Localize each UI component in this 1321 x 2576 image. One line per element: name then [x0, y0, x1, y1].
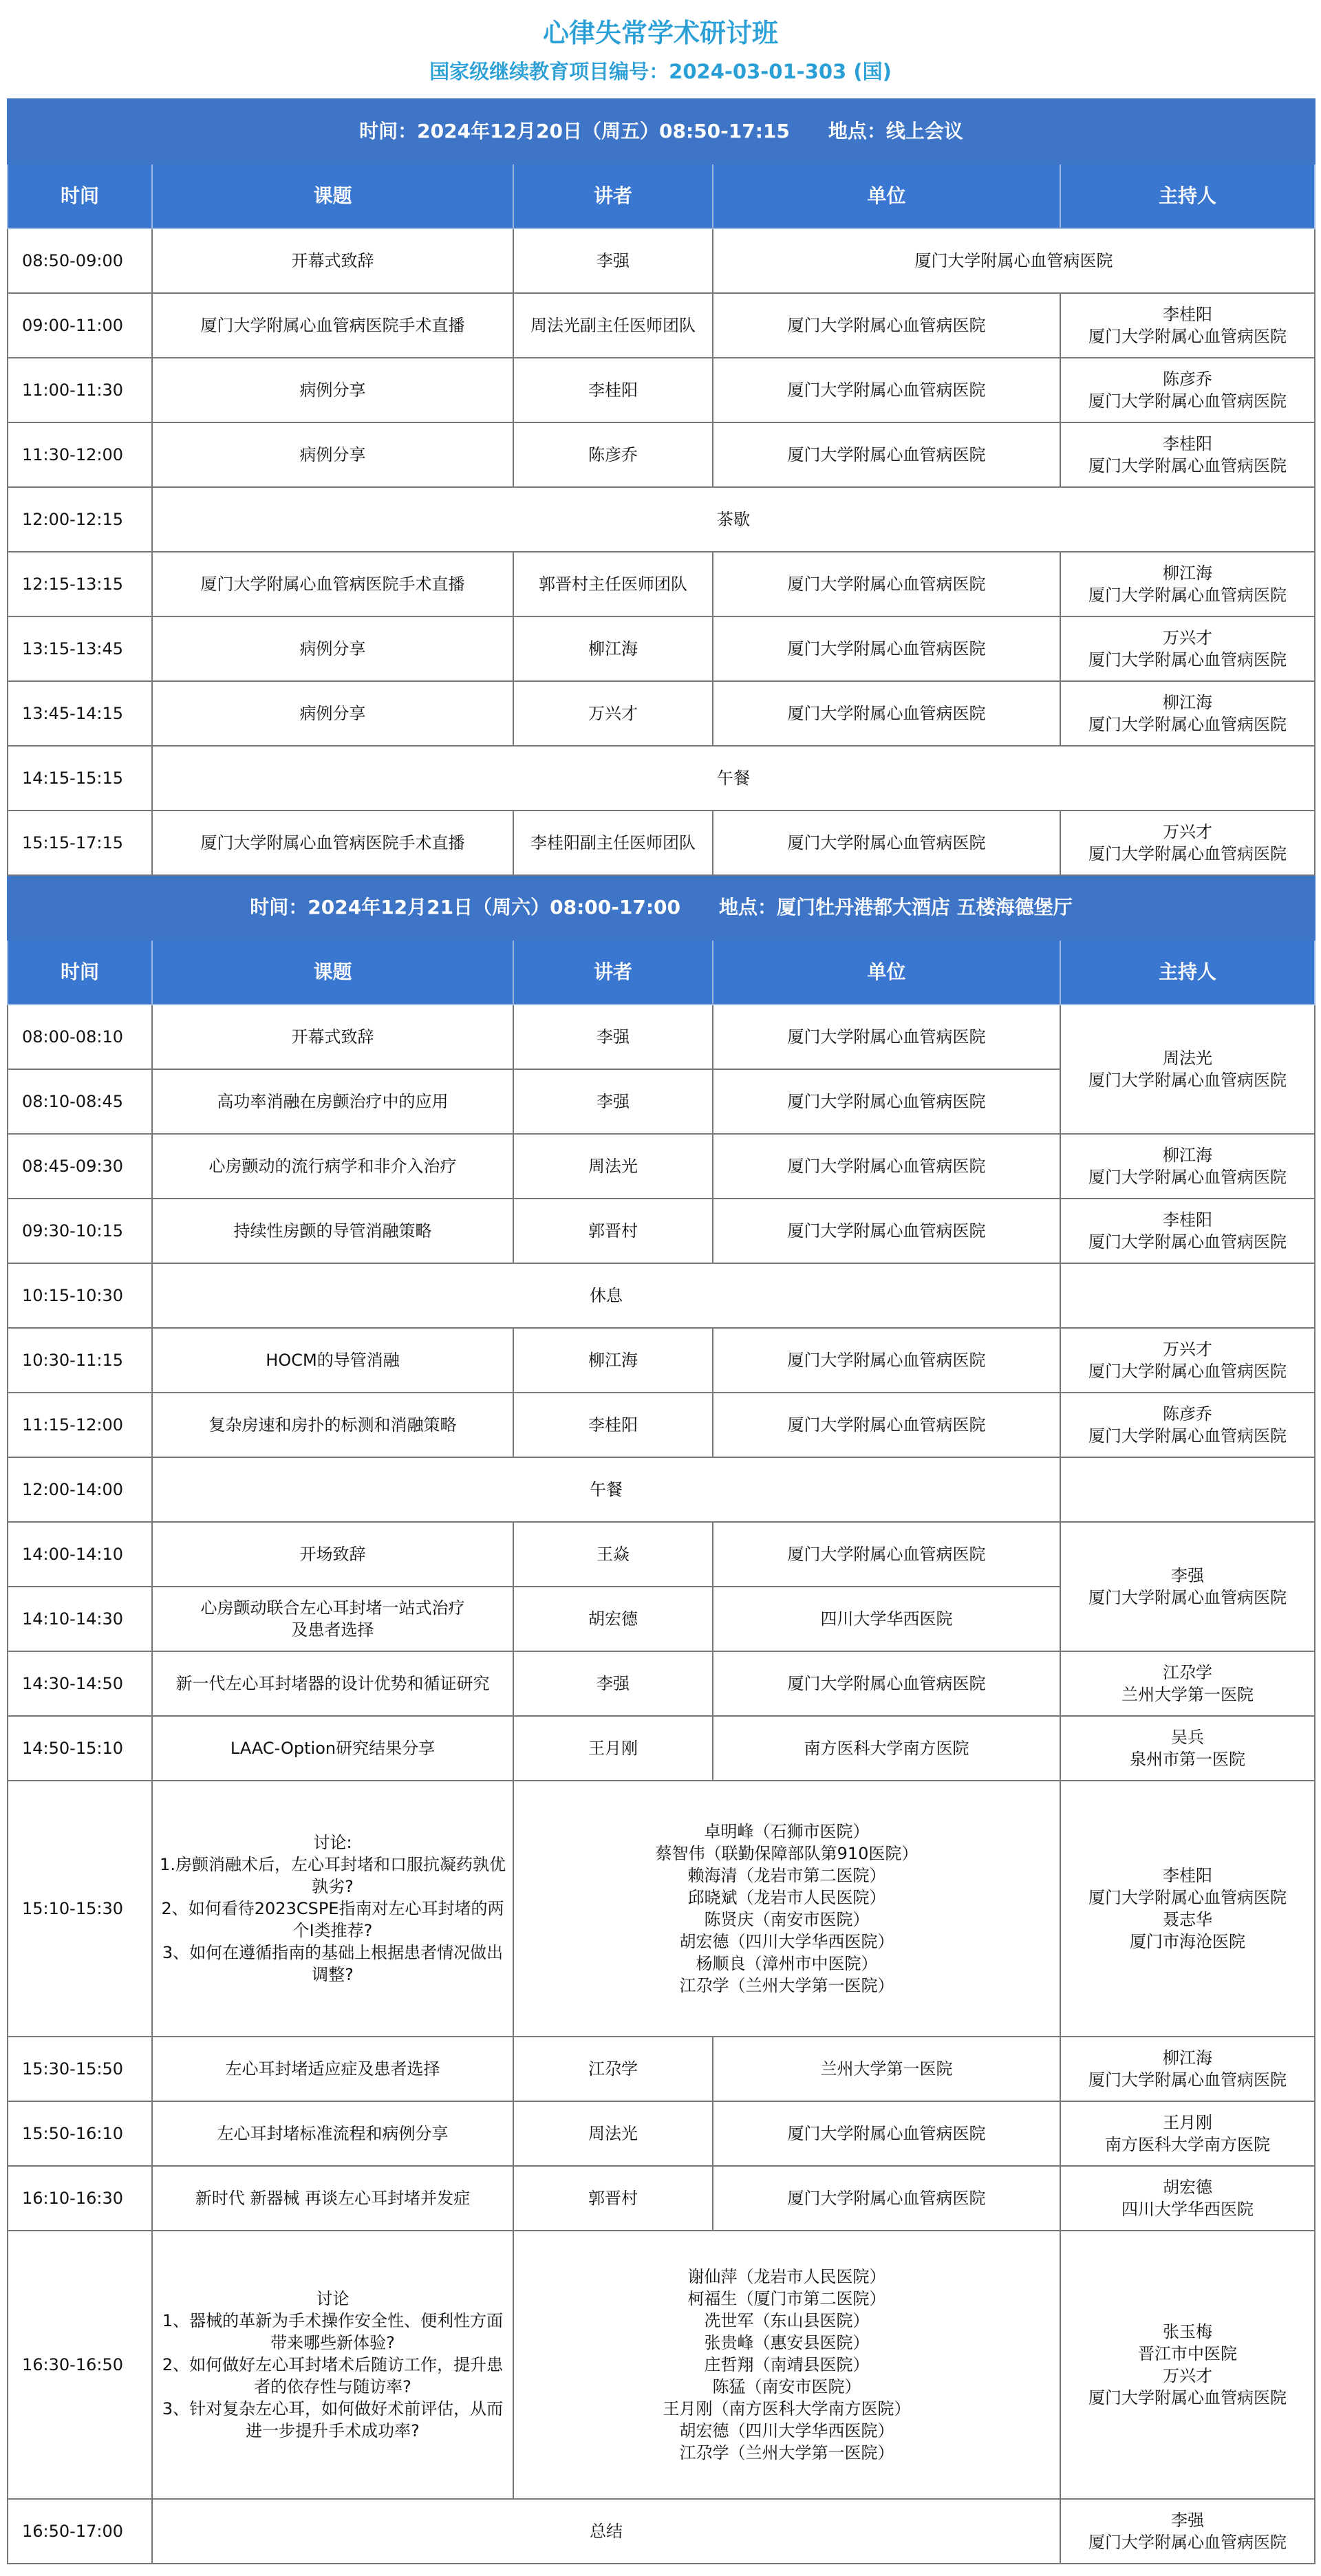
time-cell: 15:15-17:15: [8, 811, 152, 875]
table-row: [8, 422, 1315, 487]
host-cell: [1060, 2499, 1315, 2564]
host-unit: 厦门大学附属心血管病医院: [1088, 2070, 1287, 2090]
topic-line: 2、如何做好左心耳封堵术后随访工作，提升患者的依存性与随访率?: [162, 2355, 504, 2396]
speaker-cell: 郭晋村: [513, 1199, 713, 1263]
time-cell: 14:50-15:10: [8, 1716, 152, 1781]
break-cell: 茶歇: [152, 487, 1315, 552]
table-row: [8, 2166, 1315, 2231]
host-unit: 厦门大学附属心血管病医院: [1088, 1071, 1287, 1090]
host-name: 周法光: [1163, 1049, 1213, 1068]
host-cell: [1060, 422, 1315, 487]
host-unit: 厦门大学附属心血管病医院: [1088, 715, 1287, 734]
time-cell: 09:00-11:00: [8, 293, 152, 358]
host-unit: 厦门大学附属心血管病医院: [1088, 586, 1287, 605]
time-cell: 12:00-12:15: [8, 487, 152, 552]
host-cell: [1060, 2231, 1315, 2499]
host-name: 李强: [1171, 1566, 1205, 1585]
speaker-cell: 郭晋村: [513, 2166, 713, 2231]
host-cell: [1060, 2037, 1315, 2101]
speaker-cell: 李桂阳: [513, 1393, 713, 1457]
table-row-discussion: [8, 2231, 1315, 2499]
panelist: 江尕学（兰州大学第一医院）: [679, 2443, 894, 2462]
topic-line: 3、如何在遵循指南的基础上根据患者情况做出调整?: [162, 1943, 504, 1984]
unit-cell: 厦门大学附属心血管病医院: [713, 616, 1060, 681]
time-cell: 10:15-10:30: [8, 1263, 152, 1328]
host-unit: 厦门大学附属心血管病医院: [1088, 456, 1287, 475]
unit-cell: 厦门大学附属心血管病医院: [713, 1005, 1060, 1069]
table-row: [8, 616, 1315, 681]
topic-cell: 新一代左心耳封堵器的设计优势和循证研究: [152, 1651, 513, 1716]
unit-cell: 厦门大学附属心血管病医院: [713, 2166, 1060, 2231]
host-unit: 晋江市中医院: [1138, 2344, 1238, 2363]
table-row: [8, 1199, 1315, 1263]
header-host: 主持人: [1060, 164, 1315, 228]
topic-cell: 病例分享: [152, 358, 513, 422]
topic-line: 讨论:: [313, 1833, 352, 1852]
unit-cell: 厦门大学附属心血管病医院: [713, 1651, 1060, 1716]
host-unit: 厦门大学附属心血管病医院: [1088, 2533, 1287, 2552]
host-name: 万兴才: [1163, 1340, 1213, 1359]
unit-cell: 厦门大学附属心血管病医院: [713, 1522, 1060, 1587]
time-cell: 11:30-12:00: [8, 422, 152, 487]
topic-cell: 高功率消融在房颤治疗中的应用: [152, 1069, 513, 1134]
table-row: [8, 1134, 1315, 1199]
topic-cell: 左心耳封堵适应症及患者选择: [152, 2037, 513, 2101]
panelist: 冼世军（东山县医院）: [704, 2311, 870, 2330]
table-row: [8, 811, 1315, 875]
host-cell: [1060, 1522, 1315, 1651]
panelist: 杨顺良（漳州市中医院）: [696, 1954, 878, 1973]
host-cell: [1060, 811, 1315, 875]
table-row: [8, 2101, 1315, 2166]
topic-cell: 新时代 新器械 再谈左心耳封堵并发症: [152, 2166, 513, 2231]
host-cell: [1060, 1716, 1315, 1781]
host-unit: 泉州市第一医院: [1130, 1750, 1246, 1769]
host-cell: [1060, 616, 1315, 681]
panelist: 陈贤庆（南安市医院）: [704, 1910, 870, 1929]
time-cell: 11:00-11:30: [8, 358, 152, 422]
project-number: 国家级继续教育项目编号：2024-03-01-303 (国): [429, 60, 892, 83]
table-row: [8, 228, 1315, 293]
time-cell: 14:15-15:15: [8, 746, 152, 811]
host-name: 李桂阳: [1163, 1210, 1213, 1230]
table-row: [8, 1651, 1315, 1716]
topic-line: 3、针对复杂左心耳，如何做好术前评估，从而进一步提升手术成功率?: [162, 2399, 504, 2440]
time-cell: 11:15-12:00: [8, 1393, 152, 1457]
table-row: [8, 1263, 1315, 1328]
day1-header-row: [8, 164, 1315, 228]
time-cell: 08:45-09:30: [8, 1134, 152, 1199]
panelist: 江尕学（兰州大学第一医院）: [679, 1976, 894, 1995]
host-unit: 厦门大学附属心血管病医院: [1088, 844, 1287, 863]
panel-cell: [513, 2231, 1060, 2499]
host-name: 聂志华: [1163, 1910, 1213, 1929]
day2-header-row: [8, 940, 1315, 1005]
table-row: [8, 293, 1315, 358]
host-name: 柳江海: [1163, 693, 1213, 712]
topic-cell: [152, 1781, 513, 2037]
time-cell: 15:30-15:50: [8, 2037, 152, 2101]
time-cell: 16:50-17:00: [8, 2499, 152, 2564]
host-cell: [1060, 681, 1315, 746]
break-cell: 休息: [152, 1263, 1060, 1328]
speaker-cell: 柳江海: [513, 616, 713, 681]
page-title: 心律失常学术研讨班: [542, 18, 778, 48]
topic-cell: 病例分享: [152, 422, 513, 487]
host-unit: 厦门市海沧医院: [1130, 1932, 1246, 1951]
topic-cell: 持续性房颤的导管消融策略: [152, 1199, 513, 1263]
host-unit: 兰州大学第一医院: [1121, 1685, 1254, 1704]
speaker-cell: 李强: [513, 1651, 713, 1716]
topic-cell: 开场致辞: [152, 1522, 513, 1587]
unit-cell: 厦门大学附属心血管病医院: [713, 1328, 1060, 1393]
time-cell: 10:30-11:15: [8, 1328, 152, 1393]
table-row: [8, 487, 1315, 552]
time-cell: 09:30-10:15: [8, 1199, 152, 1263]
host-name: 张玉梅: [1163, 2322, 1213, 2341]
table-row: [8, 552, 1315, 616]
time-cell: 08:50-09:00: [8, 228, 152, 293]
panelist: 庄哲翔（南靖县医院）: [704, 2355, 870, 2374]
unit-cell: 南方医科大学南方医院: [713, 1716, 1060, 1781]
host-unit: 厦门大学附属心血管病医院: [1088, 1888, 1287, 1907]
unit-cell: 厦门大学附属心血管病医院: [713, 1393, 1060, 1457]
time-cell: 13:15-13:45: [8, 616, 152, 681]
header-time: 时间: [8, 940, 152, 1005]
table-row: [8, 1522, 1315, 1587]
time-cell: 08:10-08:45: [8, 1069, 152, 1134]
table-row: [8, 746, 1315, 811]
unit-cell: 四川大学华西医院: [713, 1587, 1060, 1651]
host-name: 李桂阳: [1163, 305, 1213, 324]
unit-cell: 厦门大学附属心血管病医院: [713, 422, 1060, 487]
speaker-cell: 柳江海: [513, 1328, 713, 1393]
table-row: [8, 681, 1315, 746]
host-cell: [1060, 358, 1315, 422]
host-unit: 厦门大学附属心血管病医院: [1088, 650, 1287, 669]
day1-banner: 时间：2024年12月20日（周五）08:50-17:15 地点：线上会议: [8, 99, 1315, 164]
panelist: 蔡智伟（联勤保障部队第910医院）: [655, 1844, 919, 1863]
host-unit: 厦门大学附属心血管病医院: [1088, 1588, 1287, 1607]
header-unit: 单位: [713, 164, 1060, 228]
topic-cell: 左心耳封堵标准流程和病例分享: [152, 2101, 513, 2166]
time-cell: 13:45-14:15: [8, 681, 152, 746]
topic-line: 讨论: [316, 2289, 350, 2308]
host-unit: 厦门大学附属心血管病医院: [1088, 2388, 1287, 2407]
header-unit: 单位: [713, 940, 1060, 1005]
host-name: 李强: [1171, 2511, 1205, 2530]
host-name: 江尕学: [1163, 1663, 1213, 1682]
unit-cell: 厦门大学附属心血管病医院: [713, 358, 1060, 422]
panelist: 柯福生（厦门市第二医院）: [687, 2289, 886, 2308]
schedule-table: [7, 98, 1315, 2564]
empty-host-cell: [1060, 1457, 1315, 1522]
host-name: 万兴才: [1163, 2366, 1213, 2385]
host-cell: [1060, 1328, 1315, 1393]
host-cell: [1060, 293, 1315, 358]
speaker-cell: 周法光: [513, 2101, 713, 2166]
host-cell: [1060, 2101, 1315, 2166]
unit-cell: 厦门大学附属心血管病医院: [713, 1134, 1060, 1199]
host-name: 万兴才: [1163, 628, 1213, 647]
speaker-cell: 郭晋村主任医师团队: [513, 552, 713, 616]
topic-cell: 病例分享: [152, 681, 513, 746]
host-unit: 厦门大学附属心血管病医院: [1088, 327, 1287, 346]
unit-cell: 兰州大学第一医院: [713, 2037, 1060, 2101]
speaker-cell: 李桂阳: [513, 358, 713, 422]
speaker-cell: 李强: [513, 228, 713, 293]
topic-cell: [152, 1587, 513, 1651]
speaker-cell: 胡宏德: [513, 1587, 713, 1651]
host-name: 李桂阳: [1163, 1866, 1213, 1885]
speaker-cell: 李强: [513, 1005, 713, 1069]
unit-cell: 厦门大学附属心血管病医院: [713, 1199, 1060, 1263]
host-cell: [1060, 1199, 1315, 1263]
speaker-cell: 李强: [513, 1069, 713, 1134]
host-cell: [1060, 1651, 1315, 1716]
topic-cell: 开幕式致辞: [152, 1005, 513, 1069]
topic-line: 2、如何看待2023CSPE指南对左心耳封堵的两个I类推荐?: [161, 1899, 504, 1940]
host-cell: [1060, 552, 1315, 616]
panelist: 张贵峰（惠安县医院）: [704, 2333, 870, 2352]
day2-banner: 时间：2024年12月21日（周六）08:00-17:00 地点：厦门牡丹港都大酒店 五楼海德堡厅: [8, 875, 1315, 940]
table-row: [8, 1716, 1315, 1781]
topic-cell: [152, 2231, 513, 2499]
host-name: 柳江海: [1163, 564, 1213, 583]
host-name: 胡宏德: [1163, 2178, 1213, 2197]
empty-host-cell: [1060, 1263, 1315, 1328]
time-cell: 15:50-16:10: [8, 2101, 152, 2166]
table-row: [8, 1005, 1315, 1069]
host-name: 万兴才: [1163, 822, 1213, 841]
speaker-cell: 王月刚: [513, 1716, 713, 1781]
panelist: 卓明峰（石狮市医院）: [704, 1822, 870, 1841]
header-speaker: 讲者: [513, 164, 713, 228]
host-cell: [1060, 1134, 1315, 1199]
topic-line: 1、器械的革新为手术操作安全性、便利性方面带来哪些新体验?: [162, 2311, 504, 2352]
speaker-cell: 王焱: [513, 1522, 713, 1587]
host-unit: 厦门大学附属心血管病医院: [1088, 1426, 1287, 1446]
host-name: 柳江海: [1163, 1146, 1213, 1165]
panelist: 赖海清（龙岩市第二医院）: [687, 1866, 886, 1885]
panel-cell: [513, 1781, 1060, 2037]
panelist: 王月刚（南方医科大学南方医院）: [663, 2399, 911, 2418]
topic-cell: LAAC-Option研究结果分享: [152, 1716, 513, 1781]
topic-line: 1.房颤消融术后，左心耳封堵和口服抗凝药孰优孰劣?: [160, 1855, 506, 1896]
speaker-cell: 周法光副主任医师团队: [513, 293, 713, 358]
topic-cell: 复杂房速和房扑的标测和消融策略: [152, 1393, 513, 1457]
time-cell: 14:00-14:10: [8, 1522, 152, 1587]
header-speaker: 讲者: [513, 940, 713, 1005]
summary-cell: 总结: [152, 2499, 1060, 2564]
speaker-cell: 江尕学: [513, 2037, 713, 2101]
topic-cell: 心房颤动的流行病学和非介入治疗: [152, 1134, 513, 1199]
header-time: 时间: [8, 164, 152, 228]
time-cell: 12:15-13:15: [8, 552, 152, 616]
panelist: 邱晓斌（龙岩市人民医院）: [687, 1888, 886, 1907]
topic-line: 及患者选择: [291, 1620, 374, 1640]
unit-cell: 厦门大学附属心血管病医院: [713, 1069, 1060, 1134]
unit-cell: 厦门大学附属心血管病医院: [713, 293, 1060, 358]
host-cell: [1060, 1781, 1315, 2037]
topic-line: 心房颤动联合左心耳封堵一站式治疗: [200, 1598, 465, 1618]
host-name: 吴兵: [1171, 1728, 1205, 1747]
host-cell: [1060, 2166, 1315, 2231]
host-unit: 四川大学华西医院: [1121, 2200, 1254, 2219]
header-topic: 课题: [152, 940, 513, 1005]
host-unit: 厦门大学附属心血管病医院: [1088, 391, 1287, 411]
topic-cell: 病例分享: [152, 616, 513, 681]
speaker-cell: 陈彦乔: [513, 422, 713, 487]
speaker-cell: 周法光: [513, 1134, 713, 1199]
panelist: 胡宏德（四川大学华西医院）: [679, 2421, 894, 2440]
host-name: 陈彦乔: [1163, 1404, 1213, 1424]
time-cell: 12:00-14:00: [8, 1457, 152, 1522]
topic-cell: HOCM的导管消融: [152, 1328, 513, 1393]
unit-cell: 厦门大学附属心血管病医院: [713, 681, 1060, 746]
table-row: [8, 2037, 1315, 2101]
time-cell: 14:10-14:30: [8, 1587, 152, 1651]
unit-cell: 厦门大学附属心血管病医院: [713, 228, 1315, 293]
topic-cell: 厦门大学附属心血管病医院手术直播: [152, 552, 513, 616]
host-name: 柳江海: [1163, 2048, 1213, 2068]
host-unit: 厦门大学附属心血管病医院: [1088, 1168, 1287, 1187]
header-host: 主持人: [1060, 940, 1315, 1005]
table-row: [8, 1457, 1315, 1522]
unit-cell: 厦门大学附属心血管病医院: [713, 811, 1060, 875]
topic-cell: 厦门大学附属心血管病医院手术直播: [152, 293, 513, 358]
panelist: 谢仙萍（龙岩市人民医院）: [687, 2267, 886, 2286]
host-unit: 厦门大学附属心血管病医院: [1088, 1232, 1287, 1252]
panelist: 陈猛（南安市医院）: [712, 2377, 861, 2396]
table-row: [8, 1328, 1315, 1393]
host-name: 陈彦乔: [1163, 369, 1213, 389]
header-topic: 课题: [152, 164, 513, 228]
table-row-discussion: [8, 1781, 1315, 2037]
unit-cell: 厦门大学附属心血管病医院: [713, 2101, 1060, 2166]
time-cell: 08:00-08:10: [8, 1005, 152, 1069]
speaker-cell: 万兴才: [513, 681, 713, 746]
host-unit: 厦门大学附属心血管病医院: [1088, 1362, 1287, 1381]
break-cell: 午餐: [152, 746, 1315, 811]
host-unit: 南方医科大学南方医院: [1105, 2135, 1271, 2154]
host-name: 王月刚: [1163, 2113, 1213, 2132]
table-row: [8, 1393, 1315, 1457]
table-row: [8, 358, 1315, 422]
break-cell: 午餐: [152, 1457, 1060, 1522]
host-cell: [1060, 1393, 1315, 1457]
panelist: 胡宏德（四川大学华西医院）: [679, 1932, 894, 1951]
host-cell: [1060, 1005, 1315, 1134]
host-name: 李桂阳: [1163, 434, 1213, 453]
table-row: [8, 2499, 1315, 2564]
time-cell: 14:30-14:50: [8, 1651, 152, 1716]
time-cell: 16:10-16:30: [8, 2166, 152, 2231]
time-cell: 16:30-16:50: [8, 2231, 152, 2499]
topic-cell: 开幕式致辞: [152, 228, 513, 293]
time-cell: 15:10-15:30: [8, 1781, 152, 2037]
unit-cell: 厦门大学附属心血管病医院: [713, 552, 1060, 616]
speaker-cell: 李桂阳副主任医师团队: [513, 811, 713, 875]
topic-cell: 厦门大学附属心血管病医院手术直播: [152, 811, 513, 875]
